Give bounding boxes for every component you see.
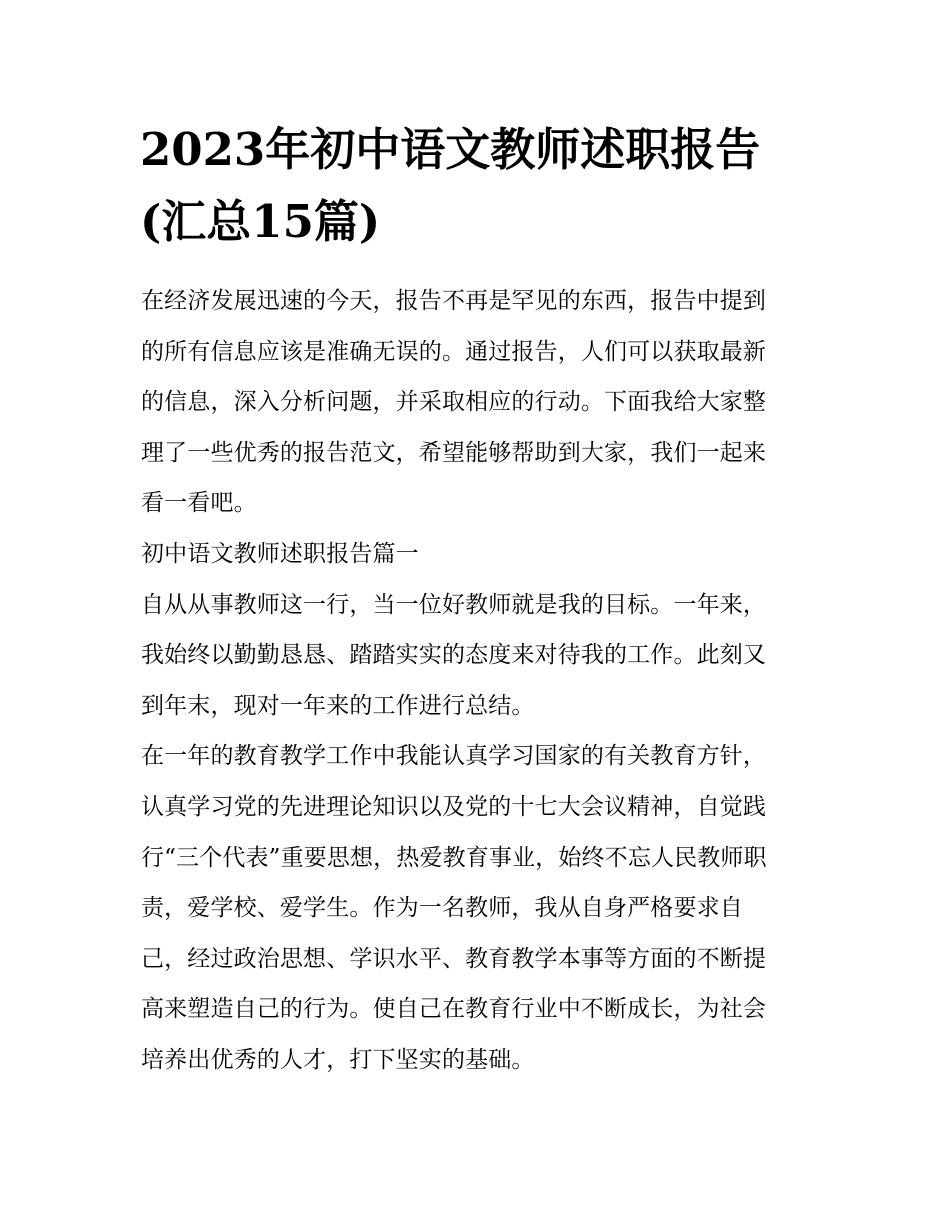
document-body bbox=[141, 276, 831, 1086]
text-line: 的所有信息应该是准确无误的。通过报告，人们可以获取最新 bbox=[141, 338, 767, 365]
title-line: 2023年初中语文教师述职报告 bbox=[140, 123, 761, 176]
text-line: 在经济发展迅速的今天，报告不再是罕见的东西，报告中提到 bbox=[141, 288, 767, 314]
text-line: 己，经过政治思想、学识水平、教育教学本事等方面的不断提 bbox=[141, 945, 767, 972]
text-line: 高来塑造自己的行为。使自己在教育行业中不断成长，为社会 bbox=[141, 996, 767, 1023]
text-line: 看一看吧。 bbox=[141, 490, 257, 517]
text-line: 认真学习党的先进理论知识以及党的十七大会议精神，自觉践 bbox=[141, 793, 767, 820]
text-line: 到年末，现对一年来的工作进行总结。 bbox=[141, 692, 535, 719]
section-heading: 初中语文教师述职报告篇一 bbox=[141, 540, 419, 567]
document-title bbox=[140, 114, 820, 258]
text-line: 行“三个代表”重要思想，热爱教育事业，始终不忘人民教师职 bbox=[141, 844, 767, 871]
text-line: 理了一些优秀的报告范文，希望能够帮助到大家，我们一起来 bbox=[141, 439, 767, 466]
text-line: 责，爱学校、爱学生。作为一名教师，我从自身严格要求自 bbox=[141, 895, 743, 922]
text-line: 培养出优秀的人才，打下坚实的基础。 bbox=[141, 1046, 535, 1073]
text-line: 的信息，深入分析问题，并采取相应的行动。下面我给大家整 bbox=[141, 389, 767, 416]
text-line: 自从从事教师这一行，当一位好教师就是我的目标。一年来， bbox=[141, 591, 767, 618]
text-line: 我始终以勤勤恳恳、踏踏实实的态度来对待我的工作。此刻又 bbox=[141, 642, 767, 669]
title-line: (汇总15篇) bbox=[140, 195, 381, 248]
text-line: 在一年的教育教学工作中我能认真学习国家的有关教育方针， bbox=[141, 743, 767, 770]
